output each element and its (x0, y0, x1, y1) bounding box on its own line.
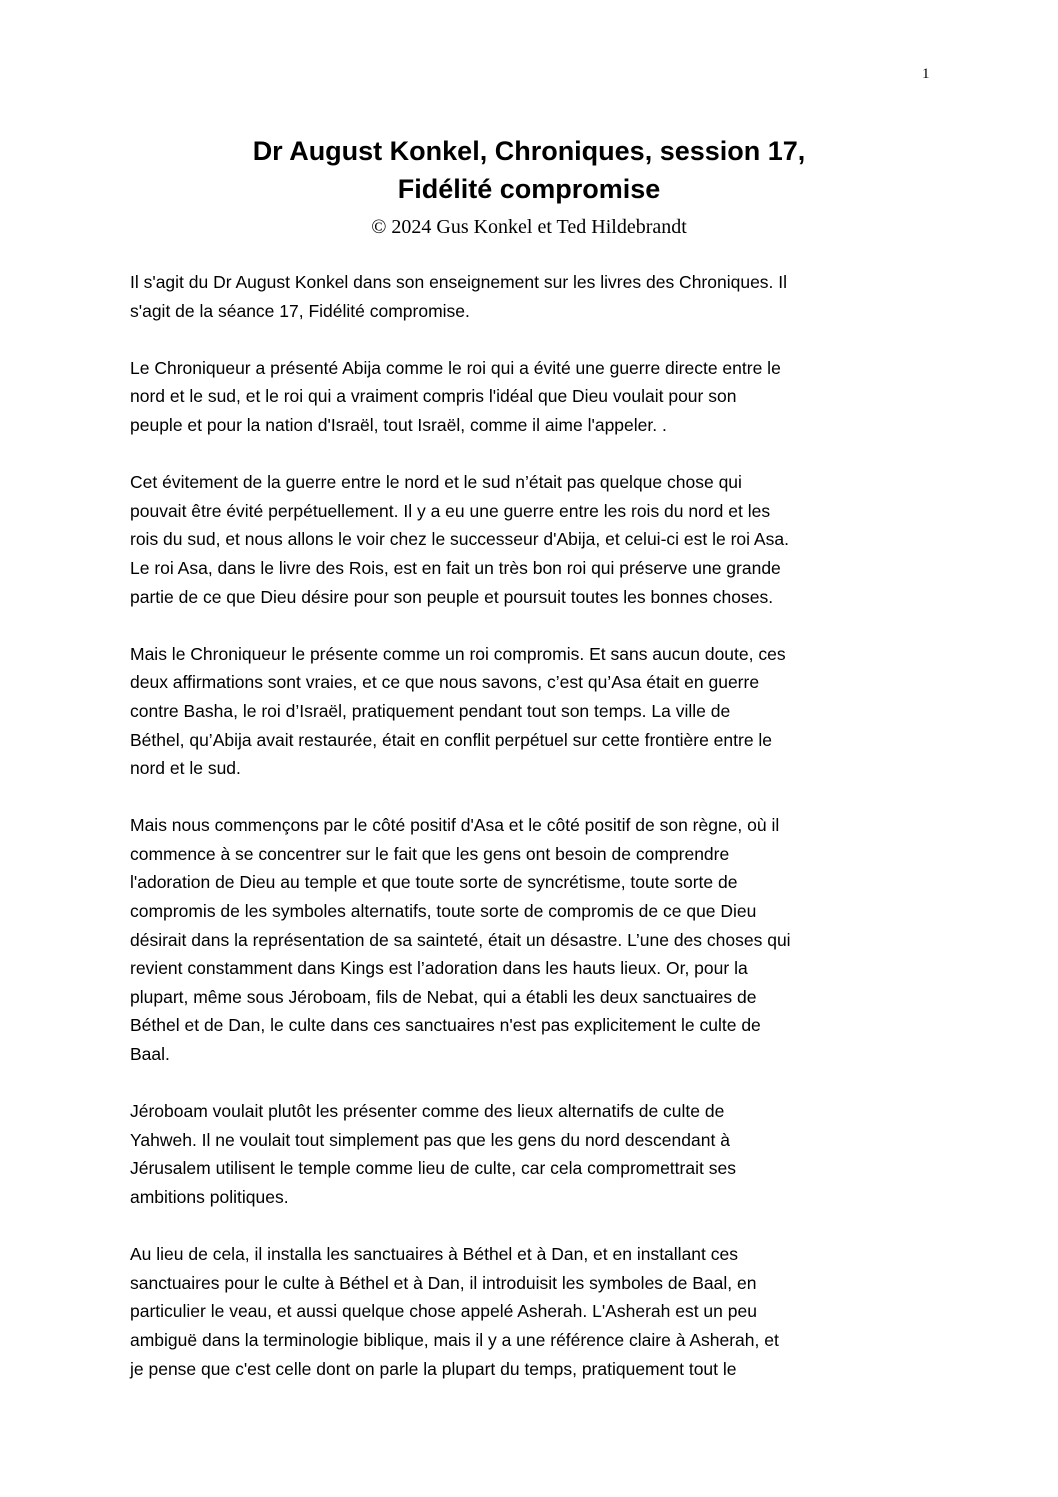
text-line: Mais le Chroniqueur le présente comme un roi compromis. Et sans aucun doute, ces (130, 643, 786, 664)
text-line: Il s'agit du Dr August Konkel dans son enseignement sur les livres des Chroniques. Il (130, 272, 788, 292)
text-line: Béthel, qu’Abija avait restaurée, était en conflit perpétuel sur cette frontière entre le (130, 729, 773, 750)
paragraph (130, 1240, 930, 1383)
text-line: pouvait être évité perpétuellement. Il y a eu une guerre entre les rois du nord et les (130, 500, 771, 521)
text-line: s'agit de la séance 17, Fidélité compromise. (130, 300, 470, 321)
document-body (130, 268, 930, 1412)
paragraph (130, 811, 930, 1068)
copyright-notice: © 2024 Gus Konkel et Ted Hildebrandt (371, 216, 687, 238)
text-line: je pense que c'est celle dont on parle la plupart du temps, pratiquement tout le (130, 1358, 737, 1379)
text-line: Cet évitement de la guerre entre le nord et le sud n’était pas quelque chose qui (130, 472, 742, 493)
text-line: Jéroboam voulait plutôt les présenter comme des lieux alternatifs de culte de (130, 1101, 725, 1122)
paragraph (130, 1097, 930, 1211)
text-line: Au lieu de cela, il installa les sanctuaires à Béthel et à Dan, et en installant ces (130, 1244, 738, 1265)
text-line: désirait dans la représentation de sa sainteté, était un désastre. L’une des choses qui (130, 929, 791, 950)
paragraph (130, 268, 930, 325)
text-line: nord et le sud, et le roi qui a vraiment compris l'idéal que Dieu voulait pour son (130, 386, 737, 407)
text-line: Baal. (130, 1044, 170, 1065)
text-line: partie de ce que Dieu désire pour son peuple et poursuit toutes les bonnes choses. (130, 586, 774, 607)
text-line: rois du sud, et nous allons le voir chez le successeur d'Abija, et celui-ci est le roi Asa. (130, 529, 789, 550)
text-line: Béthel et de Dan, le culte dans ces sanctuaires n'est pas explicitement le culte de (130, 1015, 761, 1036)
text-line: Le roi Asa, dans le livre des Rois, est en fait un très bon roi qui préserve une grande (130, 557, 781, 578)
paragraph (130, 640, 930, 783)
text-line: ambiguë dans la terminologie biblique, mais il y a une référence claire à Asherah, et (130, 1329, 779, 1350)
text-line: Yahweh. Il ne voulait tout simplement pas que les gens du nord descendant à (130, 1129, 730, 1150)
text-line: nord et le sud. (130, 758, 241, 779)
title-line-1: Dr August Konkel, Chroniques, session 17, (252, 136, 806, 166)
text-line: peuple et pour la nation d'Israël, tout Israël, comme il aime l'appeler. . (130, 414, 667, 435)
text-line: deux affirmations sont vraies, et ce que nous savons, c’est qu’Asa était en guerre (130, 672, 760, 693)
text-line: plupart, même sous Jéroboam, fils de Nebat, qui a établi les deux sanctuaires de (130, 986, 757, 1007)
text-line: Le Chroniqueur a présenté Abija comme le roi qui a évité une guerre directe entre le (130, 357, 781, 378)
title-line-2: Fidélité compromise (397, 174, 661, 204)
text-line: contre Basha, le roi d’Israël, pratiquement pendant tout son temps. La ville de (130, 700, 731, 721)
document-title (0, 132, 1058, 208)
text-line: revient constamment dans Kings est l’adoration dans les hauts lieux. Or, pour la (130, 958, 748, 979)
paragraph (130, 468, 930, 611)
text-line: Mais nous commençons par le côté positif d'Asa et le côté positif de son règne, où il (130, 815, 780, 836)
text-line: commence à se concentrer sur le fait que les gens ont besoin de comprendre (130, 843, 730, 864)
text-line: ambitions politiques. (130, 1187, 289, 1207)
text-line: compromis de les symboles alternatifs, toute sorte de compromis de ce que Dieu (130, 901, 757, 922)
page-number: 1 (922, 66, 930, 82)
text-line: particulier le veau, et aussi quelque chose appelé Asherah. L'Asherah est un peu (130, 1301, 757, 1322)
text-line: sanctuaires pour le culte à Béthel et à Dan, il introduisit les symboles de Baal, en (130, 1272, 757, 1293)
text-line: Jérusalem utilisent le temple comme lieu de culte, car cela compromettrait ses (130, 1158, 736, 1179)
text-line: l'adoration de Dieu au temple et que toute sorte de syncrétisme, toute sorte de (130, 872, 738, 893)
paragraph (130, 354, 930, 440)
